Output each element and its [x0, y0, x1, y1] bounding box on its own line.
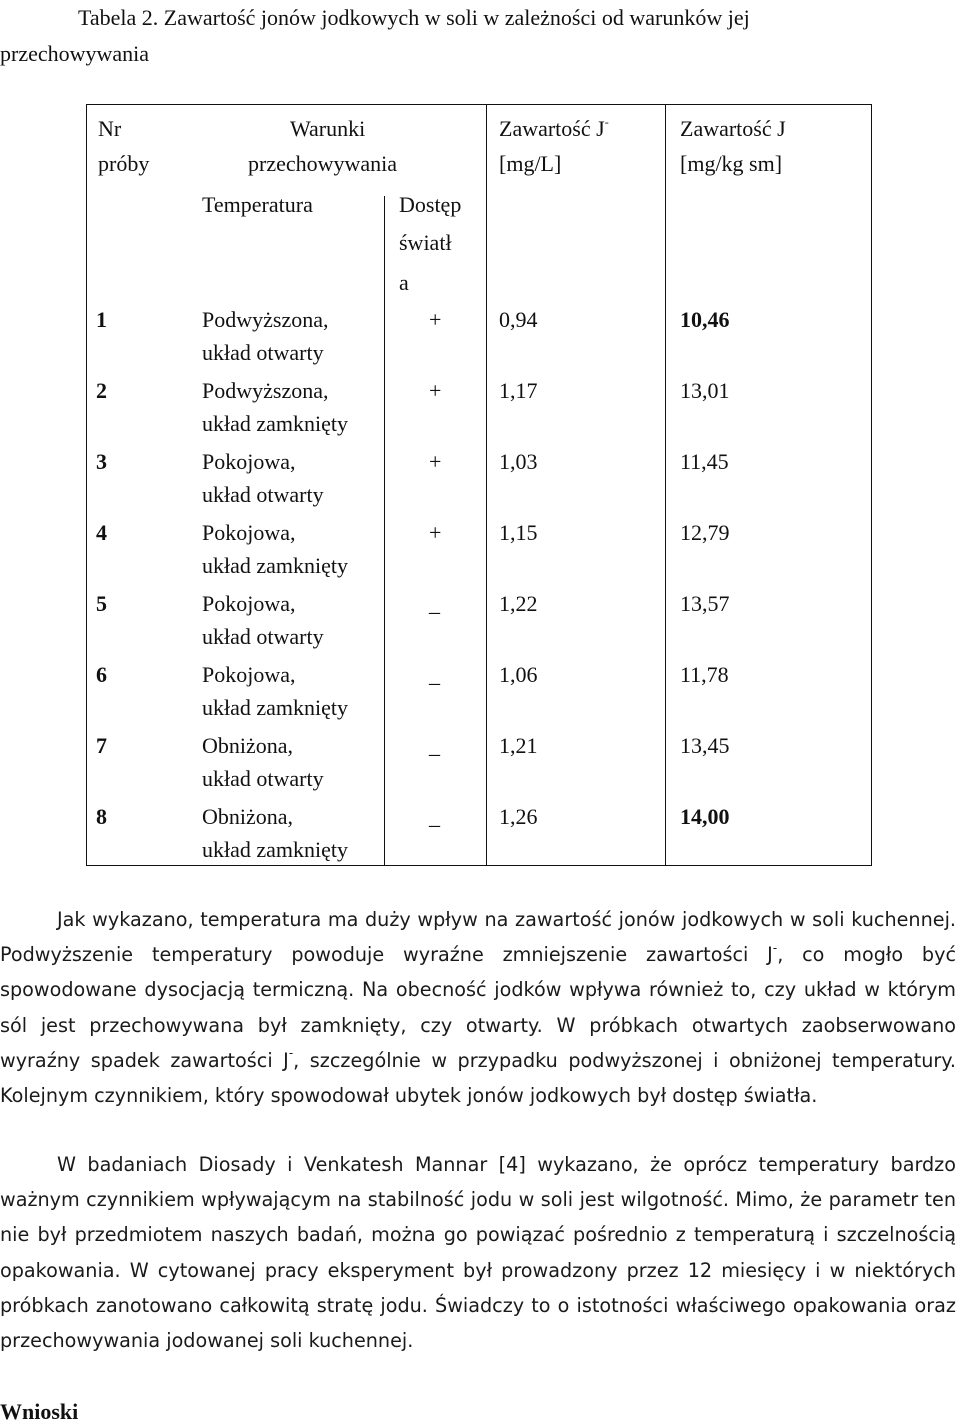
row-temp: Pokojowa, [202, 662, 296, 687]
row-light: + [429, 520, 442, 545]
row-conc-l: 1,06 [499, 662, 538, 687]
header-swiatl-a: a [399, 270, 409, 295]
header-proby: próby [98, 151, 150, 176]
header-dostep: Dostęp [399, 192, 462, 217]
row-temp: Pokojowa, [202, 520, 296, 545]
paragraph-literature: W badaniach Diosady i Venkatesh Mannar [4] wykazano, że oprócz temperatury bardzo ważnym czynnikiem wpływającym na stabilność jodu w soli jest wilgotność. Mimo, że parametr ten nie był przedmiotem naszych badań, można go powiązać pośrednio z temperaturą i szczelnością opakowania. W cytowanej pracy eksperyment był prowadzony przez 12 miesięcy i w niektórych próbkach zanotowano całkowitą stratę jodu. Świadczy to o istotności właściwego opakowania oraz przechowywania jodowanej soli kuchennej. [0, 1153, 956, 1353]
row-conc-l: 1,15 [499, 520, 538, 545]
header-conc-ion [499, 111, 609, 146]
row-temp: Obniżona, [202, 733, 294, 758]
row-light: _ [429, 662, 440, 687]
header-nr: Nr [98, 116, 122, 141]
row-conc-l: 1,17 [499, 378, 538, 403]
row-light: _ [429, 591, 440, 616]
header-conc-j: Zawartość J [680, 116, 786, 141]
ion-superscript: - [288, 1046, 294, 1061]
row-system: układ zamknięty [202, 411, 349, 436]
row-system: układ otwarty [202, 624, 324, 649]
row-temp: Pokojowa, [202, 449, 296, 474]
row-nr: 6 [96, 662, 107, 687]
row-system: układ zamknięty [202, 553, 349, 578]
paragraph-results-part-2: , co mogło być spowodowane dysocjacją termiczną. Na obecność jodków wpływa również to, czy układ w którym sól jest przechowywana był zamknięty, czy otwarty. W próbkach otwartych zaobserwowano wyraźny spadek zawartości J [0, 943, 956, 1072]
header-conc-j-unit: [mg/kg sm] [680, 151, 783, 176]
col-divider-light [384, 196, 385, 866]
paragraph-results-part-3: , szczególnie w przypadku podwyższonej i obniżonej temperatury. Kolejnym czynnikiem, który spowodował ubytek jonów jodkowych był dostęp światła. [0, 1048, 957, 1108]
row-conc-l: 1,21 [499, 733, 538, 758]
row-conc-kg: 11,45 [680, 449, 729, 474]
row-conc-l: 1,03 [499, 449, 538, 474]
row-temp: Pokojowa, [202, 591, 296, 616]
row-light: _ [429, 733, 440, 758]
row-light: + [429, 449, 442, 474]
row-conc-kg: 10,46 [680, 307, 730, 332]
paragraph-results [0, 902, 956, 1113]
caption-line-2: przechowywania [0, 41, 150, 66]
caption-line-1: Tabela 2. Zawartość jonów jodkowych w soli w zależności od warunków jej [78, 5, 750, 30]
row-conc-kg: 11,78 [680, 662, 729, 687]
header-swiatl: światł [399, 230, 452, 255]
row-conc-kg: 13,45 [680, 733, 730, 758]
row-nr: 2 [96, 378, 107, 403]
ion-superscript: - [772, 940, 778, 955]
row-nr: 3 [96, 449, 107, 474]
header-warunki: Warunki [290, 116, 366, 141]
section-heading-wnioski: Wnioski [0, 1399, 79, 1424]
row-conc-kg: 12,79 [680, 520, 730, 545]
row-conc-l: 0,94 [499, 307, 538, 332]
row-system: układ otwarty [202, 340, 324, 365]
row-system: układ otwarty [202, 766, 324, 791]
row-nr: 5 [96, 591, 107, 616]
row-temp: Obniżona, [202, 804, 294, 829]
paragraph-results-part-1: Jak wykazano, temperatura ma duży wpływ na zawartość jonów jodkowych w soli kuchennej. Podwyższenie temperatury powoduje wyraźne zmniejszenie zawartości J [0, 908, 956, 967]
row-system: układ otwarty [202, 482, 324, 507]
row-temp: Podwyższona, [202, 378, 329, 403]
row-conc-kg: 14,00 [680, 804, 730, 829]
row-nr: 1 [96, 307, 107, 332]
row-system: układ zamknięty [202, 837, 349, 862]
table-caption [0, 0, 940, 72]
row-system: układ zamknięty [202, 695, 349, 720]
header-conc-ion-sup: - [604, 114, 609, 129]
row-conc-l: 1,26 [499, 804, 538, 829]
col-divider-conc-l [486, 105, 487, 865]
row-nr: 7 [96, 733, 107, 758]
row-conc-kg: 13,01 [680, 378, 730, 403]
row-light: _ [429, 804, 440, 829]
row-conc-kg: 13,57 [680, 591, 730, 616]
header-temperatura: Temperatura [202, 192, 313, 217]
row-nr: 4 [96, 520, 107, 545]
col-divider-conc-kg [665, 105, 666, 865]
header-conc-ion-text: Zawartość J [499, 116, 605, 141]
row-light: + [429, 378, 442, 403]
row-conc-l: 1,22 [499, 591, 538, 616]
row-temp: Podwyższona, [202, 307, 329, 332]
header-przechowywania: przechowywania [248, 151, 398, 176]
row-nr: 8 [96, 804, 107, 829]
header-conc-ion-unit: [mg/L] [499, 151, 562, 176]
row-light: + [429, 307, 442, 332]
data-table [86, 104, 872, 866]
